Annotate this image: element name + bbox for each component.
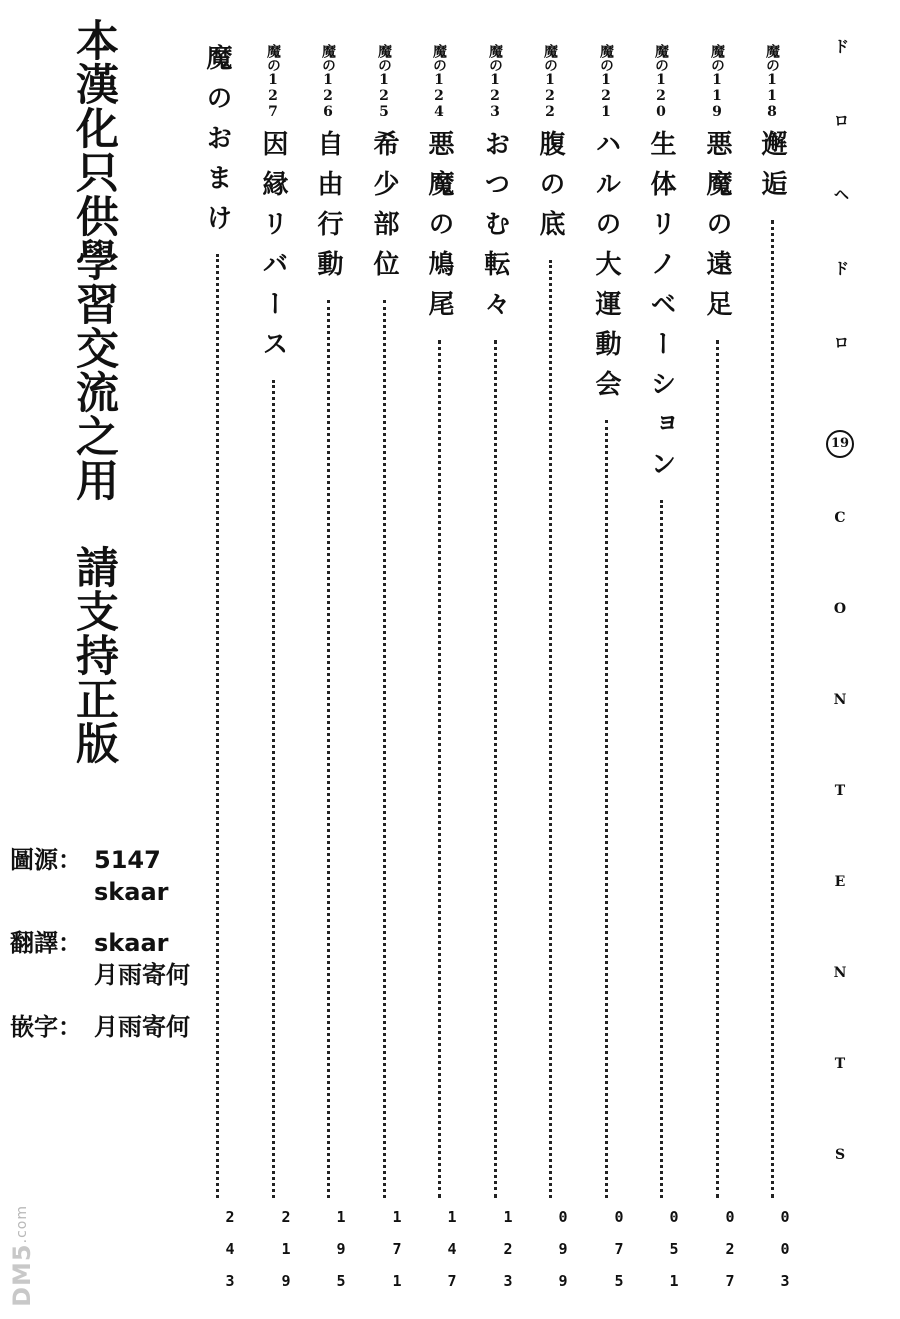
chapter-number: 魔の125 <box>376 44 392 120</box>
chapter-number: 魔の123 <box>487 44 503 120</box>
chapter-page-number: 099 <box>554 1208 572 1304</box>
chapter-page-number: 027 <box>721 1208 739 1304</box>
chapter-page-number: 147 <box>443 1208 461 1304</box>
chapter-entry <box>752 44 792 210</box>
chapter-page-number: 051 <box>665 1208 683 1304</box>
credit-label: 圖源： <box>10 846 82 874</box>
notice-line-1: 本漢化只供學習交流之用 <box>69 18 119 502</box>
dotted-leader <box>438 340 441 1198</box>
chapter-title: 腹の底 <box>535 130 565 250</box>
dotted-leader <box>327 300 330 1198</box>
chapter-entry <box>308 44 348 290</box>
credit-value: 月雨寄何 <box>94 961 190 990</box>
chapter-title: 生体リノベーション <box>646 130 676 490</box>
dotted-leader <box>272 380 275 1198</box>
credit-value: skaar <box>94 877 169 906</box>
chapter-entry <box>364 44 404 290</box>
chapter-entry <box>419 44 459 330</box>
dotted-leader <box>605 420 608 1198</box>
chapter-title: 因縁リバース <box>258 130 288 370</box>
dotted-leader <box>660 500 663 1198</box>
chapter-page-number: 075 <box>610 1208 628 1304</box>
credits <box>10 845 190 1063</box>
chapter-entry <box>197 44 237 244</box>
credit-value: skaar <box>94 929 169 958</box>
chapter-number: 魔の122 <box>542 44 558 120</box>
chapter-page-number: 195 <box>332 1208 350 1304</box>
chapter-page-number: 171 <box>388 1208 406 1304</box>
site-watermark <box>8 1205 36 1307</box>
chapter-number: 魔の119 <box>709 44 725 120</box>
chapter-number: 魔の120 <box>653 44 669 120</box>
chapter-title: 邂逅 <box>757 130 787 210</box>
chapter-page-number: 003 <box>776 1208 794 1304</box>
contents-heading: CONTENTS <box>832 510 848 1238</box>
chapter-entry <box>530 44 570 250</box>
chapter-entry <box>253 44 293 370</box>
dotted-leader <box>216 254 219 1198</box>
chapter-entry <box>697 44 737 330</box>
chapter-number: 魔の121 <box>598 44 614 120</box>
chapter-title: おつむ転々 <box>480 130 510 330</box>
credit-value: 5147 <box>94 846 161 874</box>
chapter-number: 魔の118 <box>764 44 780 120</box>
watermark-domain: .com <box>14 1205 30 1244</box>
dotted-leader <box>771 220 774 1198</box>
dotted-leader <box>494 340 497 1198</box>
chapter-number: 魔の127 <box>265 44 281 120</box>
scanlation-notice <box>69 18 119 502</box>
dotted-leader <box>383 300 386 1198</box>
chapter-entry <box>641 44 681 490</box>
chapter-page-number: 123 <box>499 1208 517 1304</box>
chapter-title: 自由行動 <box>313 130 343 290</box>
chapter-page-number: 243 <box>221 1208 239 1304</box>
chapter-entry <box>586 44 626 410</box>
dotted-leader <box>716 340 719 1198</box>
series-title <box>822 38 858 1238</box>
credit-typesetting <box>10 1012 190 1044</box>
series-name: ドロヘドロ <box>831 38 850 408</box>
credit-source <box>10 845 190 908</box>
scanlation-notice-2 <box>69 545 119 765</box>
chapter-title: 魔のおまけ <box>202 44 232 244</box>
chapter-number: 魔の126 <box>320 44 336 120</box>
chapter-page-number: 219 <box>277 1208 295 1304</box>
credit-value: 月雨寄何 <box>94 1012 190 1041</box>
notice-line-2: 請支持正版 <box>69 545 119 765</box>
chapter-title: 悪魔の鳩尾 <box>424 130 454 330</box>
chapter-title: ハルの大運動会 <box>591 130 621 410</box>
watermark-logo: DM5 <box>8 1243 36 1307</box>
volume-number-badge: 19 <box>826 430 854 458</box>
chapter-title: 希少部位 <box>369 130 399 290</box>
chapter-entry <box>475 44 515 330</box>
credit-label: 翻譯： <box>10 929 82 958</box>
dotted-leader <box>549 260 552 1198</box>
credit-label: 嵌字： <box>10 1012 82 1041</box>
chapter-number: 魔の124 <box>431 44 447 120</box>
chapter-title: 悪魔の遠足 <box>702 130 732 330</box>
credit-translation <box>10 928 190 991</box>
